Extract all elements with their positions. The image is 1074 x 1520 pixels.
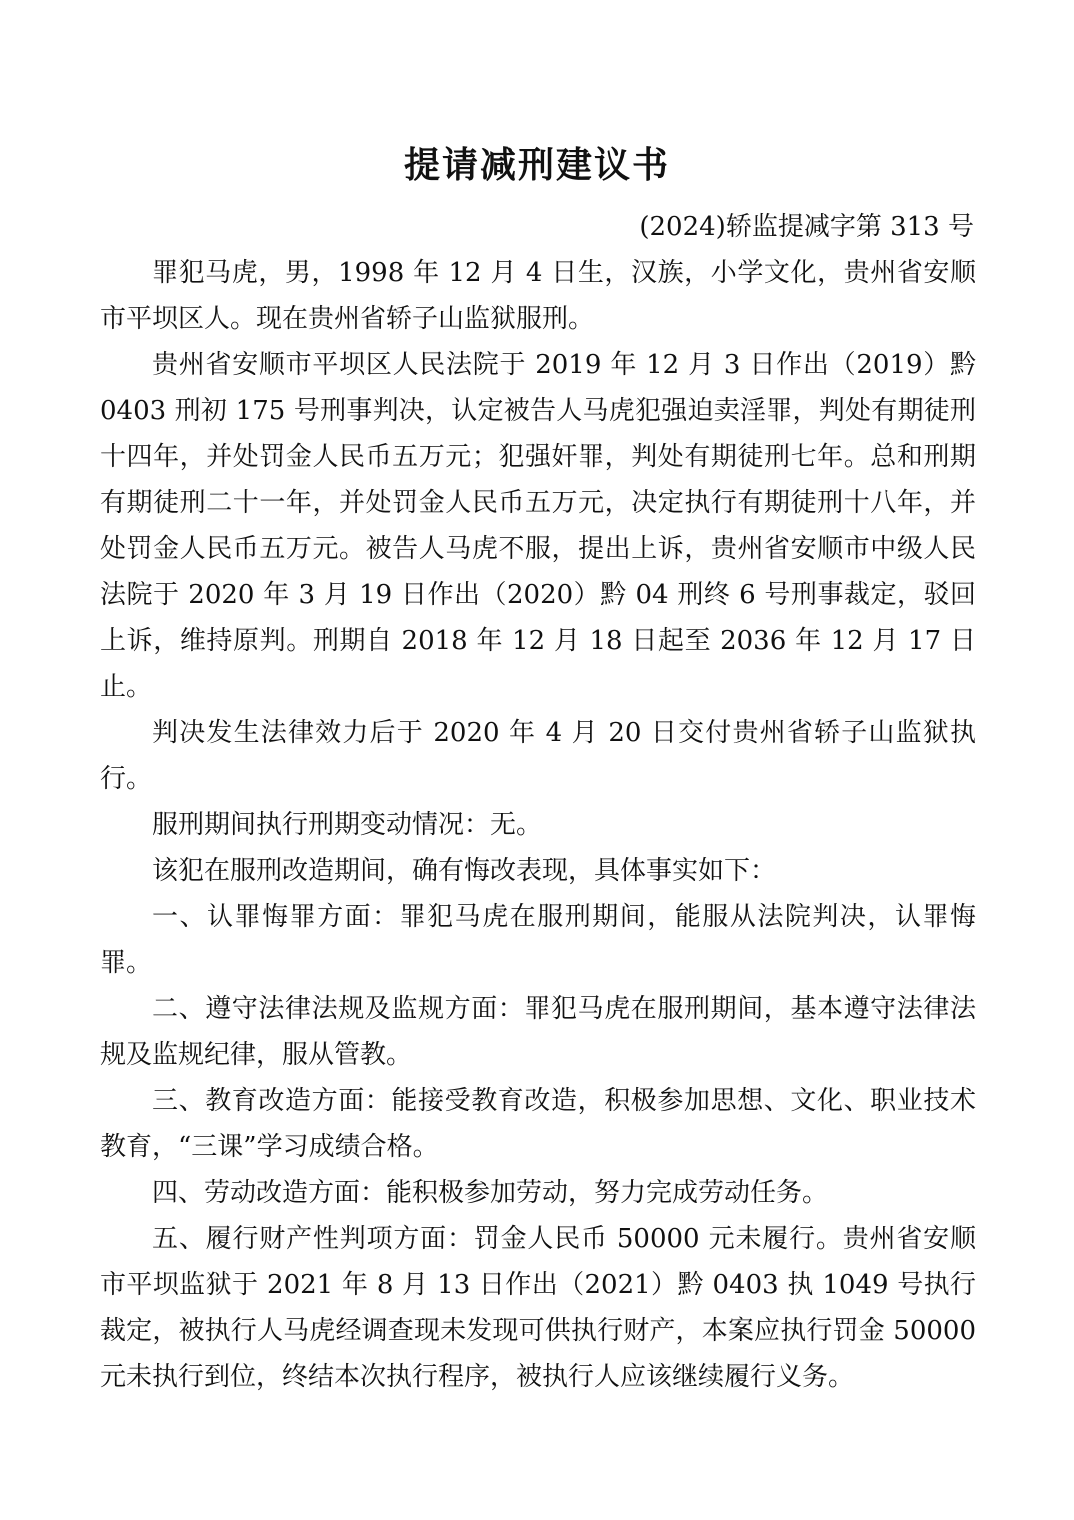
paragraph-labor: 四、劳动改造方面：能积极参加劳动，努力完成劳动任务。 xyxy=(152,1178,829,1208)
paragraph-judgment: 贵州省安顺市平坝区人民法院于 2019 年 12 月 3 日作出（2019）黔 0403 刑初 175 号刑事判决，认定被告人马虎犯强迫卖淫罪，判处有期徒刑十四年，并处罚金人民币五万元；犯强奸罪，判处有期徒刑七年。总和刑期有期徒刑二十一年，并处罚金人民币五万元，决定执行有期徒刑十八年，并处罚金人民币五万元。被告人马虎不服，提出上诉，贵州省安顺市中级人民法院于 2020 年 3 月 19 日作出（2020）黔 04 刑终 6 号刑事裁定，驳回上诉，维持原判。刑期自 2018 年 12 月 18 日起至 2036 年 12 月 17 日止。 xyxy=(100,350,976,702)
paragraph-criminal-info: 罪犯马虎，男，1998 年 12 月 4 日生，汉族，小学文化，贵州省安顺市平坝区人。现在贵州省轿子山监狱服刑。 xyxy=(100,258,976,334)
paragraph-remorse: 一、认罪悔罪方面：罪犯马虎在服刑期间，能服从法院判决，认罪悔罪。 xyxy=(100,902,976,978)
document-title: 提请减刑建议书 xyxy=(403,145,670,186)
paragraph-delivery: 判决发生法律效力后于 2020 年 4 月 20 日交付贵州省轿子山监狱执行。 xyxy=(100,718,976,794)
paragraph-facts-intro: 该犯在服刑改造期间，确有悔改表现，具体事实如下： xyxy=(152,856,777,886)
paragraph-education: 三、教育改造方面：能接受教育改造，积极参加思想、文化、职业技术教育，“三课”学习成绩合格。 xyxy=(100,1086,976,1162)
document-body xyxy=(100,250,976,1400)
paragraph-sentence-changes: 服刑期间执行刑期变动情况：无。 xyxy=(152,810,543,840)
paragraph-discipline: 二、遵守法律法规及监规方面：罪犯马虎在服刑期间，基本遵守法律法规及监规纪律，服从管教。 xyxy=(100,994,976,1070)
paragraph-property: 五、履行财产性判项方面：罚金人民币 50000 元未履行。贵州省安顺市平坝监狱于 2021 年 8 月 13 日作出（2021）黔 0403 执 1049 号执行裁定，被执行人马虎经调查现未发现可供执行财产，本案应执行罚金 50000 元未执行到位，终结本次执行程序，被执行人应该继续履行义务。 xyxy=(100,1224,976,1392)
document-number: (2024)轿监提减字第 313 号 xyxy=(639,212,974,242)
